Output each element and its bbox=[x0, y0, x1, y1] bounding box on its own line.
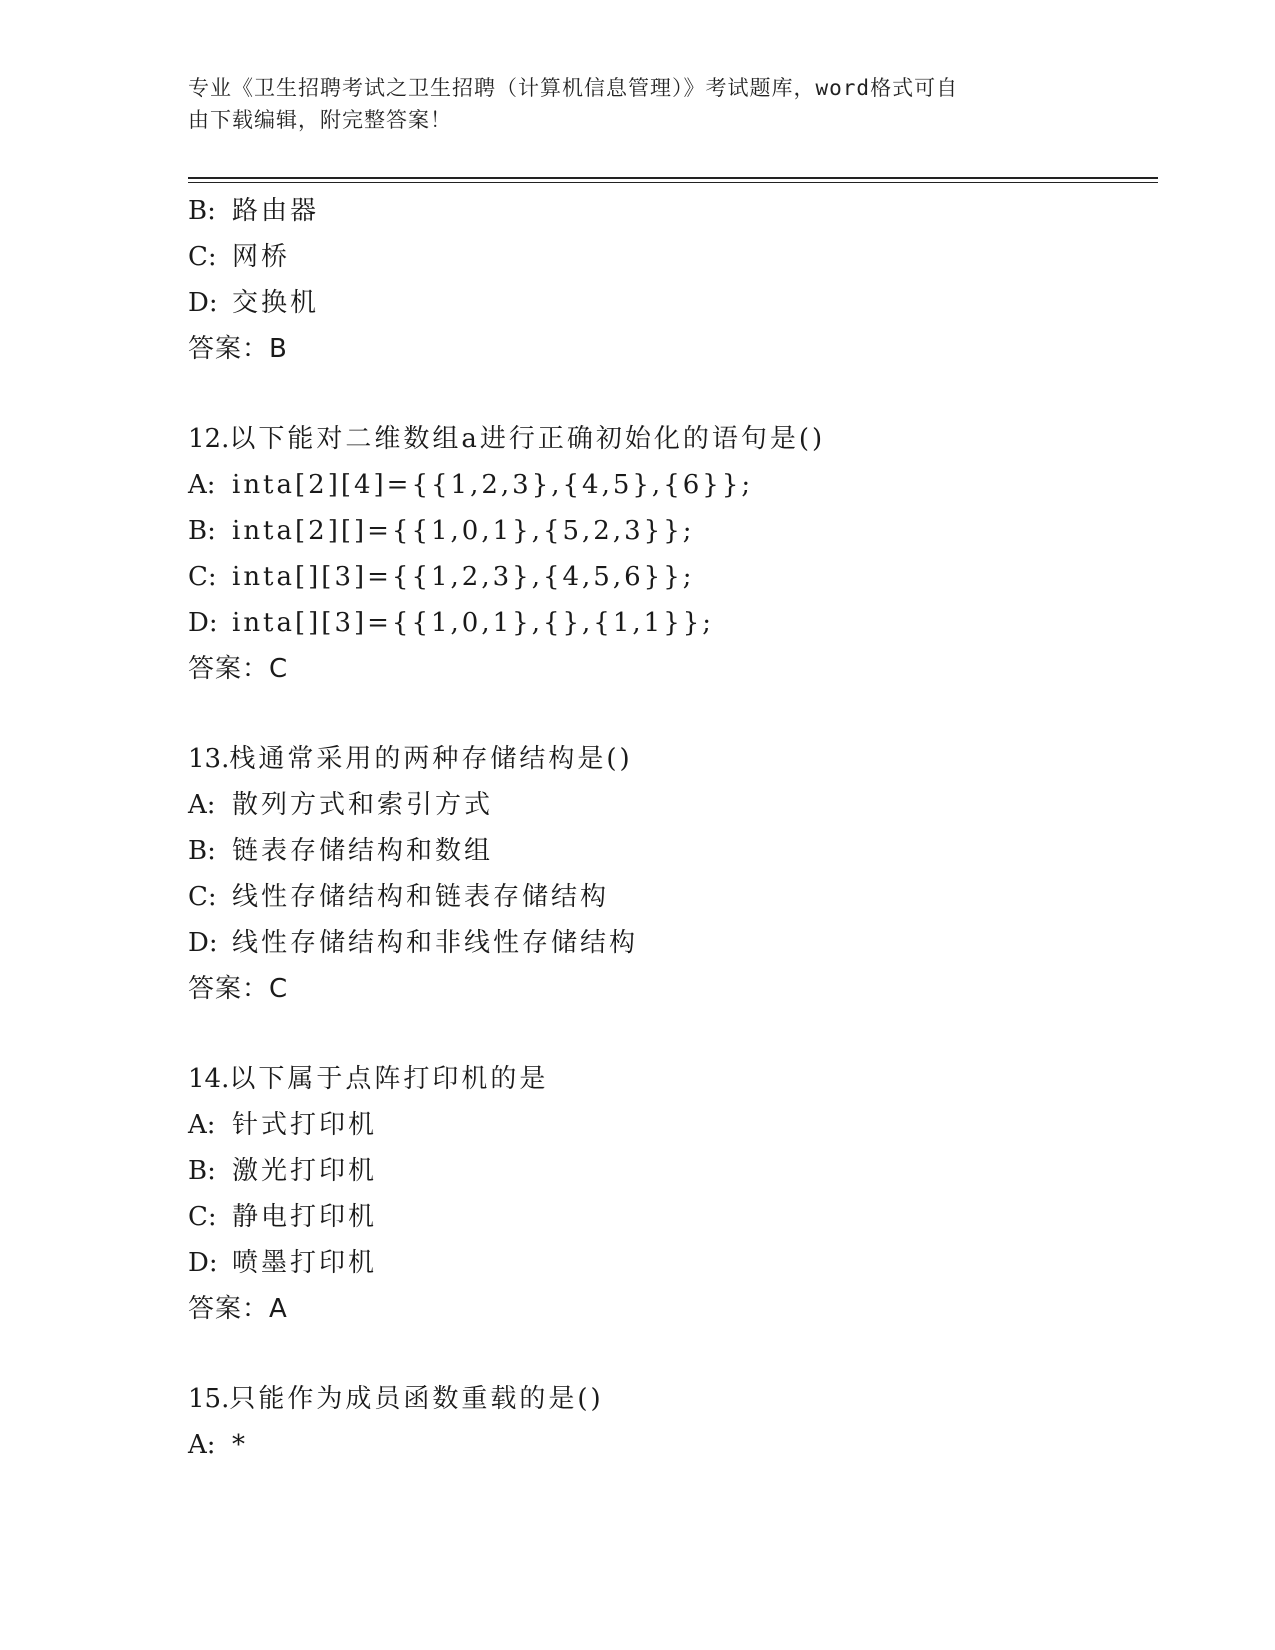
option-d bbox=[188, 600, 1158, 646]
question-14 bbox=[188, 1056, 1158, 1332]
option-c bbox=[188, 234, 1158, 280]
option-letter: A: bbox=[188, 470, 216, 500]
option-letter: C: bbox=[188, 242, 217, 272]
question-text: 以下属于点阵打印机的是 bbox=[229, 1064, 549, 1094]
option-text: 网桥 bbox=[232, 242, 291, 272]
header-divider bbox=[188, 177, 1158, 183]
answer-line: 答案：C bbox=[188, 654, 289, 684]
option-d bbox=[188, 920, 1158, 966]
option-text: 路由器 bbox=[232, 196, 320, 226]
option-d bbox=[188, 1240, 1158, 1286]
option-d bbox=[188, 280, 1158, 326]
option-letter: C: bbox=[188, 882, 217, 912]
option-c bbox=[188, 554, 1158, 600]
option-text: 链表存储结构和数组 bbox=[232, 836, 494, 866]
option-b bbox=[188, 1148, 1158, 1194]
header-line-2: 由下载编辑，附完整答案！ bbox=[188, 108, 452, 132]
document-page bbox=[188, 0, 1158, 1650]
option-b bbox=[188, 508, 1158, 554]
option-letter: B: bbox=[188, 1156, 216, 1186]
option-letter: D: bbox=[188, 928, 218, 958]
option-letter: B: bbox=[188, 836, 216, 866]
option-text: 激光打印机 bbox=[232, 1156, 378, 1186]
option-text: inta[][3]={{1,0,1},{},{1,1}}; bbox=[232, 608, 715, 638]
option-b bbox=[188, 188, 1158, 234]
option-a bbox=[188, 782, 1158, 828]
question-stem bbox=[188, 1376, 1158, 1422]
option-text: 静电打印机 bbox=[232, 1202, 378, 1232]
option-letter: C: bbox=[188, 1202, 217, 1232]
question-number: 14. bbox=[188, 1064, 230, 1094]
option-b bbox=[188, 828, 1158, 874]
question-15 bbox=[188, 1376, 1158, 1468]
question-text: 栈通常采用的两种存储结构是() bbox=[229, 744, 633, 774]
option-letter: A: bbox=[188, 1110, 216, 1140]
question-stem bbox=[188, 1056, 1158, 1102]
question-number: 12. bbox=[188, 424, 230, 454]
option-letter: D: bbox=[188, 608, 218, 638]
option-c bbox=[188, 874, 1158, 920]
header-line-1: 专业《卫生招聘考试之卫生招聘（计算机信息管理）》考试题库，word格式可自 bbox=[188, 76, 959, 100]
option-text: 交换机 bbox=[232, 288, 320, 318]
option-text: 线性存储结构和非线性存储结构 bbox=[232, 928, 639, 958]
option-text: inta[2][]={{1,0,1},{5,2,3}}; bbox=[232, 516, 695, 546]
option-text: 散列方式和索引方式 bbox=[232, 790, 494, 820]
option-letter: B: bbox=[188, 516, 216, 546]
option-text: 线性存储结构和链表存储结构 bbox=[232, 882, 610, 912]
question-list bbox=[188, 188, 1158, 1468]
option-text: 喷墨打印机 bbox=[232, 1248, 378, 1278]
question-text: 只能作为成员函数重载的是() bbox=[229, 1384, 604, 1414]
question-12 bbox=[188, 416, 1158, 692]
option-letter: A: bbox=[188, 790, 216, 820]
question-text: 以下能对二维数组a进行正确初始化的语句是() bbox=[229, 424, 826, 454]
option-letter: D: bbox=[188, 1248, 218, 1278]
question-number: 13. bbox=[188, 744, 230, 774]
question-stem bbox=[188, 736, 1158, 782]
option-letter: B: bbox=[188, 196, 216, 226]
question-11-continuation bbox=[188, 188, 1158, 372]
option-text: * bbox=[232, 1430, 248, 1460]
answer-line: 答案：B bbox=[188, 334, 288, 364]
option-a bbox=[188, 1422, 1158, 1468]
question-number: 15. bbox=[188, 1384, 230, 1414]
question-13 bbox=[188, 736, 1158, 1012]
option-letter: C: bbox=[188, 562, 217, 592]
option-a bbox=[188, 1102, 1158, 1148]
option-text: inta[2][4]={{1,2,3},{4,5},{6}}; bbox=[232, 470, 754, 500]
answer-line: 答案：C bbox=[188, 974, 289, 1004]
question-stem bbox=[188, 416, 1158, 462]
option-text: inta[][3]={{1,2,3},{4,5,6}}; bbox=[232, 562, 695, 592]
answer-line: 答案：A bbox=[188, 1294, 288, 1324]
option-letter: D: bbox=[188, 288, 218, 318]
document-header bbox=[188, 72, 1068, 136]
option-a bbox=[188, 462, 1158, 508]
option-letter: A: bbox=[188, 1430, 216, 1460]
option-c bbox=[188, 1194, 1158, 1240]
option-text: 针式打印机 bbox=[232, 1110, 378, 1140]
